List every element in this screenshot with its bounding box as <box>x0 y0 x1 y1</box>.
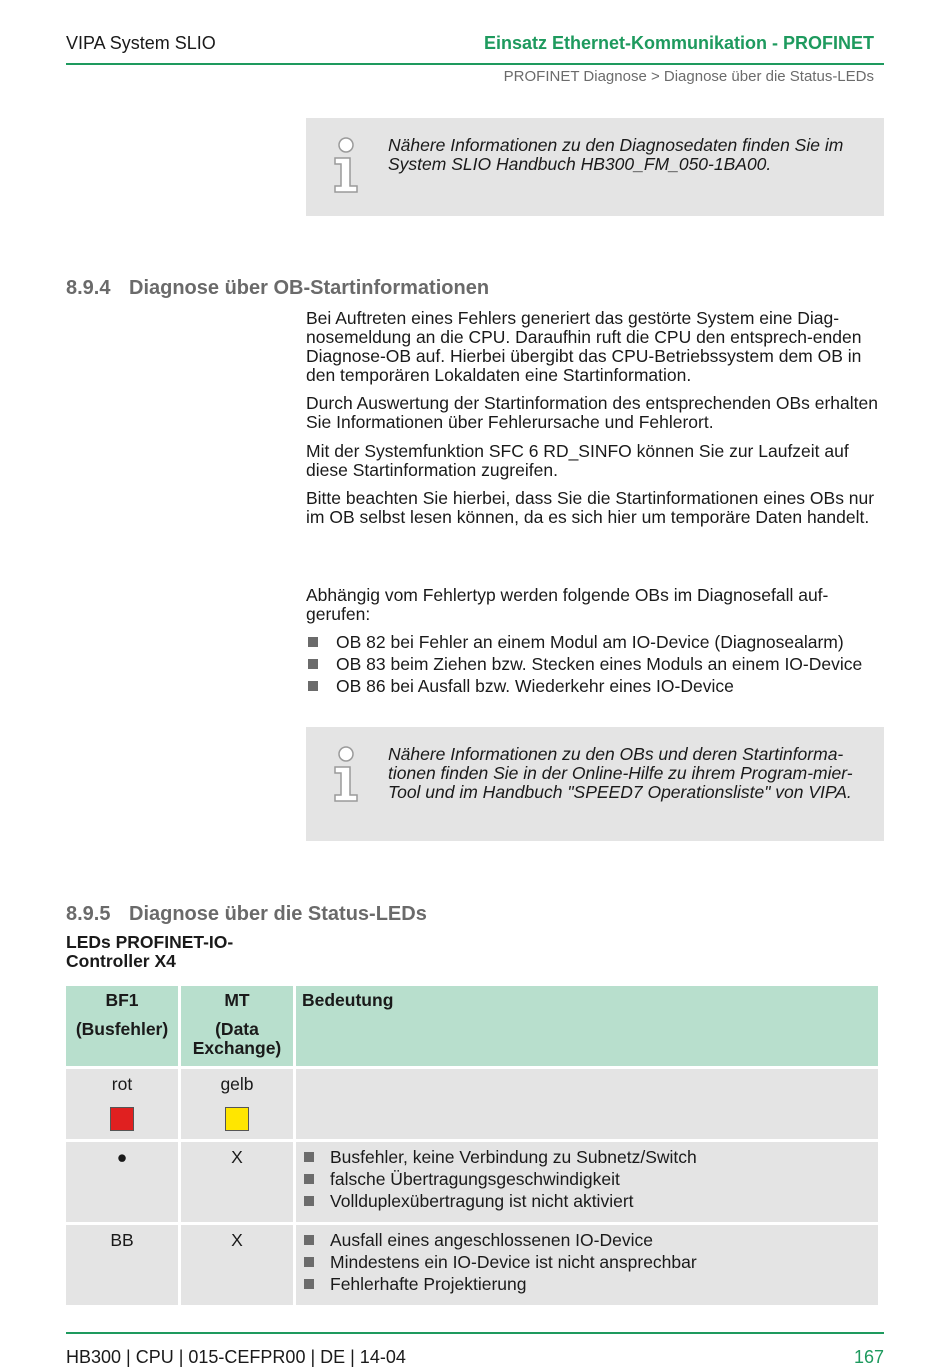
section-title: Diagnose über die Status-LEDs <box>129 903 427 925</box>
cell-mt: X <box>181 1225 293 1305</box>
info-icon <box>330 136 362 194</box>
table-row <box>66 1225 878 1305</box>
cell-bf1: BB <box>66 1225 178 1305</box>
cell-bf1: ● <box>66 1142 178 1222</box>
table-row <box>66 1142 878 1222</box>
list-item: Fehlerhafte Projektierung <box>300 1275 874 1294</box>
section-number: 8.9.5 <box>66 903 111 925</box>
list-item: OB 86 bei Ausfall bzw. Wiederkehr eines IO-Device <box>306 677 886 696</box>
list-item: Busfehler, keine Verbindung zu Subnetz/Switch <box>300 1148 874 1167</box>
header-bf1-label: BF1 <box>105 990 139 1010</box>
header-chapter-title: Einsatz Ethernet-Kommunikation - PROFINET <box>483 33 874 53</box>
cell-bf1-color <box>66 1069 178 1139</box>
table-header-row <box>66 986 878 1066</box>
led-color-label: gelb <box>220 1074 254 1094</box>
breadcrumb: PROFINET Diagnose > Diagnose über die Status-LEDs <box>503 68 874 85</box>
led-status-table <box>63 983 881 1308</box>
header-product-name: VIPA System SLIO <box>66 33 216 53</box>
footer-divider <box>66 1332 884 1334</box>
info-box-diagnosedaten <box>306 118 884 216</box>
list-item: Vollduplexübertragung ist nicht aktiviert <box>300 1192 874 1211</box>
section-heading-895 <box>66 903 427 926</box>
ob-list <box>306 633 886 699</box>
section-title: Diagnose über OB-Startinformationen <box>129 277 490 299</box>
meaning-list <box>300 1148 874 1211</box>
header-bf1-sublabel: (Busfehler) <box>75 1019 169 1039</box>
list-item: OB 83 beim Ziehen bzw. Stecken eines Moduls an einem IO-Device <box>306 655 886 674</box>
footer-document-id: HB300 | CPU | 015-CEFPR00 | DE | 14-04 <box>66 1347 406 1367</box>
list-item: OB 82 bei Fehler an einem Modul am IO-Device (Diagnosealarm) <box>306 633 886 652</box>
cell-meaning <box>296 1142 878 1222</box>
paragraph: Bei Auftreten eines Fehlers generiert das gestörte System eine Diag-nosemeldung an die CPU. Daraufhin ruft die CPU den entsprech-enden Diagnose-OB auf. Hierbei übergibt das CPU-Betriebssystem dem OB in den temporären Lokaldaten eine Startinformation. <box>306 308 862 385</box>
header-bedeutung: Bedeutung <box>296 986 878 1066</box>
cell-meaning <box>296 1225 878 1305</box>
ob-list-intro: Abhängig vom Fehlertyp werden folgende OBs im Diagnosefall auf-gerufen: <box>306 585 829 624</box>
section-number: 8.9.4 <box>66 277 111 299</box>
cell-mt-color <box>181 1069 293 1139</box>
table-row-led-colors <box>66 1069 878 1139</box>
section-heading-894 <box>66 277 489 300</box>
info-box-text: Nähere Informationen zu den OBs und deren Startinforma-tionen finden Sie in der Online-Hilfe zu ihrem Program-mier-Tool und im Handbuch "SPEED7 Operationsliste" von VIPA. <box>388 744 853 802</box>
meaning-list <box>300 1231 874 1294</box>
header-mt <box>181 986 293 1066</box>
table-caption: LEDs PROFINET-IO-Controller X4 <box>66 932 234 971</box>
cell-mt: X <box>181 1142 293 1222</box>
led-color-label: rot <box>111 1074 133 1094</box>
page-number: 167 <box>853 1347 884 1367</box>
header-bf1 <box>66 986 178 1066</box>
info-box-obs <box>306 727 884 841</box>
header-divider <box>66 63 884 65</box>
red-led-icon <box>110 1107 134 1131</box>
paragraph: Mit der Systemfunktion SFC 6 RD_SINFO können Sie zur Laufzeit auf diese Startinformation zugreifen. <box>306 441 849 480</box>
paragraph: Bitte beachten Sie hierbei, dass Sie die Startinformationen eines OBs nur im OB selbst lesen können, da es sich hier um temporäre Daten handelt. <box>306 488 875 527</box>
yellow-led-icon <box>225 1107 249 1131</box>
paragraph: Durch Auswertung der Startinformation des entsprechenden OBs erhalten Sie Informationen über Fehlerursache und Fehlerort. <box>306 393 878 432</box>
list-item: falsche Übertragungsgeschwindigkeit <box>300 1170 874 1189</box>
info-icon <box>330 745 362 803</box>
cell-empty <box>296 1069 878 1139</box>
list-item: Ausfall eines angeschlossenen IO-Device <box>300 1231 874 1250</box>
list-item: Mindestens ein IO-Device ist nicht ansprechbar <box>300 1253 874 1272</box>
header-mt-label: MT <box>224 990 250 1010</box>
info-box-text: Nähere Informationen zu den Diagnosedaten finden Sie im System SLIO Handbuch HB300_FM_050-1BA00. <box>388 135 844 174</box>
header-mt-sublabel: (Data Exchange) <box>192 1019 282 1058</box>
